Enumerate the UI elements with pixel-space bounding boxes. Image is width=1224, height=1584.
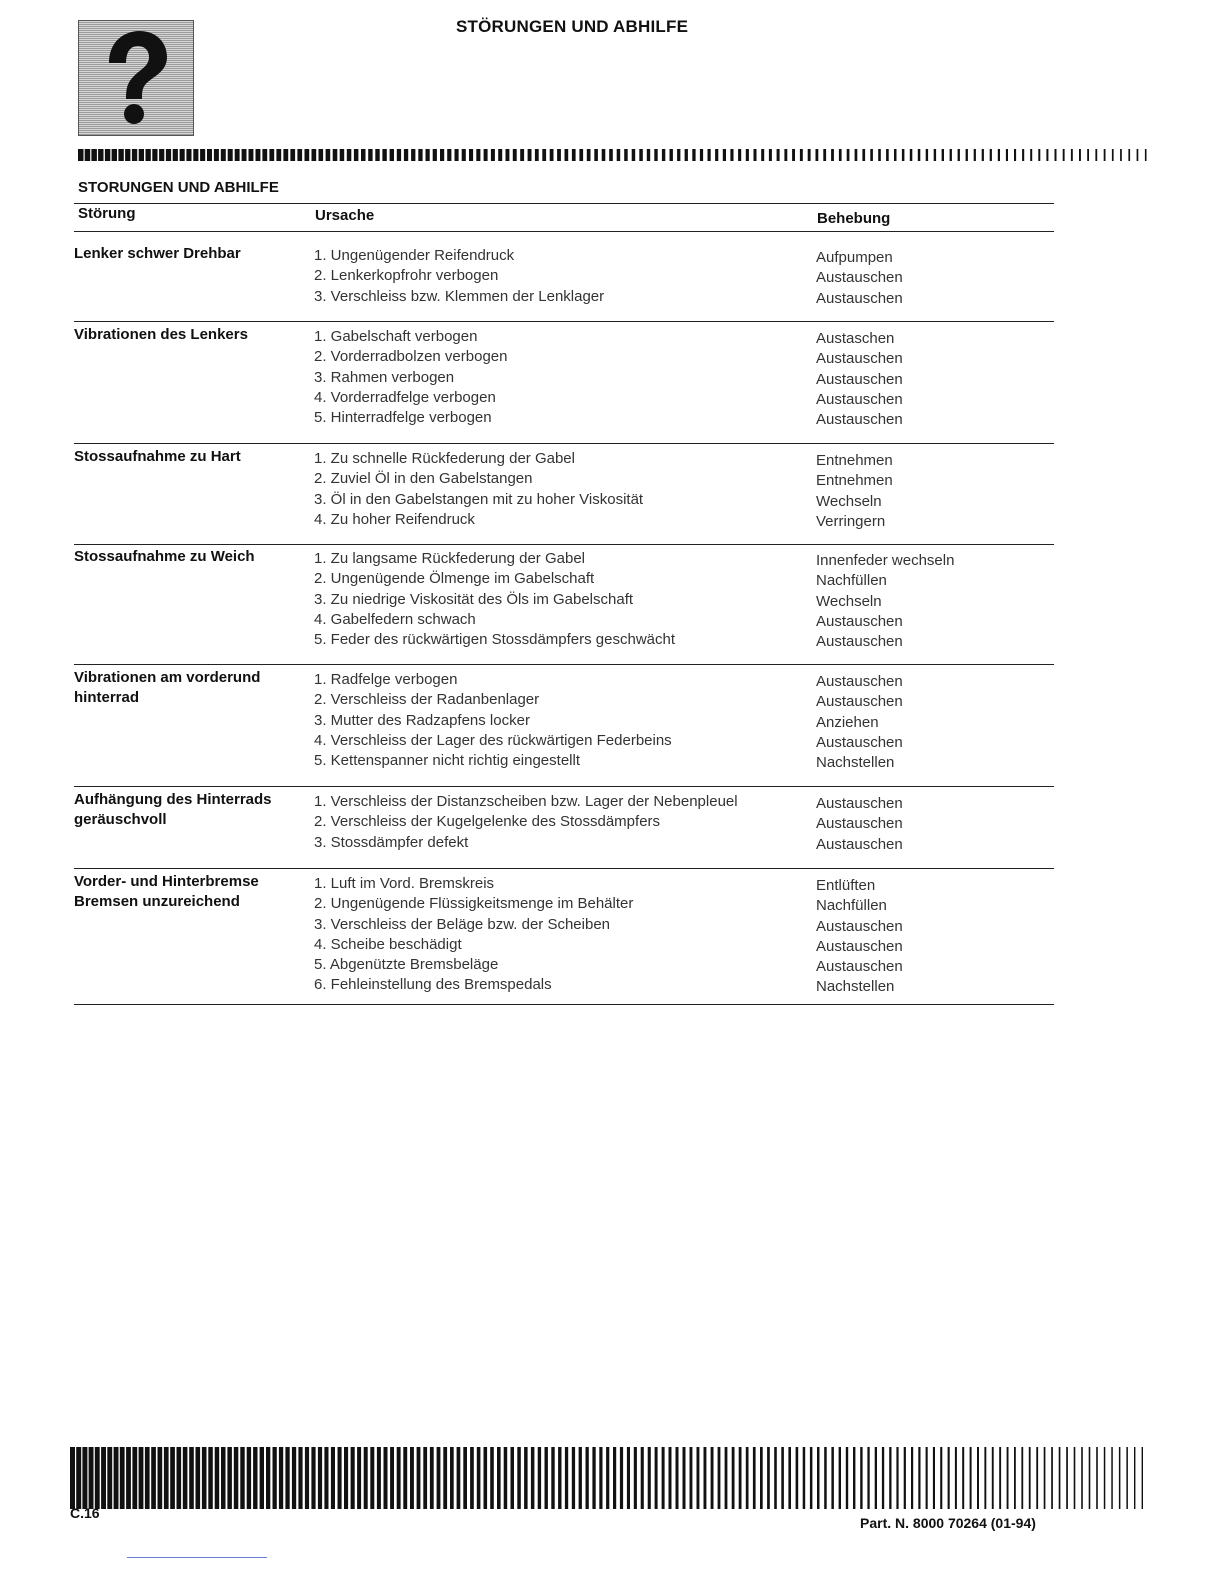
cause-item: 2. Verschleiss der Kugelgelenke des Stossdämpfers xyxy=(314,813,661,831)
fault-label: geräuschvoll xyxy=(74,811,167,828)
fix-item: Entnehmen xyxy=(816,472,893,490)
cause-item: 3. Verschleiss bzw. Klemmen der Lenklager xyxy=(314,287,605,305)
cause-item: 2. Vorderradbolzen verbogen xyxy=(314,348,508,366)
fix-list xyxy=(816,551,954,652)
part-number: Part. N. 8000 70264 (01-94) xyxy=(860,1515,1036,1531)
question-mark-icon xyxy=(78,20,194,136)
cause-item: 4. Verschleiss der Lager des rückwärtigen Federbeins xyxy=(314,731,672,749)
cause-item: 3. Zu niedrige Viskosität des Öls im Gabelschaft xyxy=(314,590,634,608)
cause-item: 4. Zu hoher Reifendruck xyxy=(314,510,475,528)
section-title: STORUNGEN UND ABHILFE xyxy=(78,179,279,196)
fix-item: Austauschen xyxy=(816,673,903,690)
cause-item: 6. Fehleinstellung des Bremspedals xyxy=(314,976,552,994)
fix-item: Austauschen xyxy=(816,733,903,751)
fix-item: Entnehmen xyxy=(816,452,893,469)
fix-item: Aufpumpen xyxy=(816,249,893,266)
cause-item: 2. Lenkerkopfrohr verbogen xyxy=(314,267,499,285)
page-title: STÖRUNGEN UND ABHILFE xyxy=(456,17,689,36)
cause-item: 4. Vorderradfelge verbogen xyxy=(314,388,496,406)
fix-item: Austauschen xyxy=(816,633,903,651)
fix-item: Austauschen xyxy=(816,370,903,388)
cause-item: 3. Stossdämpfer defekt xyxy=(314,833,469,851)
cause-item: 1. Luft im Vord. Bremskreis xyxy=(314,875,495,892)
fault-label: Aufhängung des Hinterrads xyxy=(74,791,272,808)
fix-list xyxy=(816,248,903,309)
cause-item: 1. Ungenügender Reifendruck xyxy=(314,247,515,264)
row-divider xyxy=(74,544,1054,545)
header-bottom-rule xyxy=(74,231,1054,232)
cause-item: 2. Zuviel Öl in den Gabelstangen xyxy=(314,470,533,488)
fix-list xyxy=(816,329,903,430)
fault-label: Stossaufnahme zu Weich xyxy=(74,548,255,565)
fix-item: Austauschen xyxy=(816,795,903,812)
fault-label: Vibrationen des Lenkers xyxy=(74,326,248,343)
bottom-decorative-bar xyxy=(70,1447,1146,1509)
fix-item: Austauschen xyxy=(816,350,903,368)
cause-item: 2. Verschleiss der Radanbenlager xyxy=(314,691,540,709)
fault-cell xyxy=(74,872,299,912)
fault-cell xyxy=(74,447,299,467)
fault-label: Bremsen unzureichend xyxy=(74,893,240,910)
fix-list xyxy=(816,451,893,532)
column-header-fault: Störung xyxy=(78,205,136,222)
fix-list xyxy=(816,876,903,998)
cause-list xyxy=(314,874,633,996)
cause-item: 3. Rahmen verbogen xyxy=(314,368,455,386)
fix-item: Austauschen xyxy=(816,937,903,955)
column-header-cause: Ursache xyxy=(315,207,375,224)
fix-item: Nachfüllen xyxy=(816,897,887,915)
column-header-fix: Behebung xyxy=(817,210,891,227)
fix-item: Austauschen xyxy=(816,269,903,287)
cause-item: 1. Zu schnelle Rückfederung der Gabel xyxy=(314,450,575,467)
cause-item: 3. Verschleiss der Beläge bzw. der Scheiben xyxy=(314,915,611,933)
fault-label: Lenker schwer Drehbar xyxy=(74,245,241,262)
fix-list xyxy=(816,794,903,855)
fix-item: Anziehen xyxy=(816,713,879,731)
fault-label: Vorder- und Hinterbremse xyxy=(74,873,259,890)
fix-item: Austauschen xyxy=(816,411,903,429)
cause-list xyxy=(314,327,507,428)
fix-item: Austauschen xyxy=(816,693,903,711)
cause-item: 5. Feder des rückwärtigen Stossdämpfers geschwächt xyxy=(314,631,676,649)
cause-item: 3. Öl in den Gabelstangen mit zu hoher Viskosität xyxy=(314,490,644,508)
fault-cell xyxy=(74,244,299,264)
cause-item: 2. Ungenügende Ölmenge im Gabelschaft xyxy=(314,570,595,588)
cause-item: 4. Scheibe beschädigt xyxy=(314,935,462,953)
cause-item: 2. Ungenügende Flüssigkeitsmenge im Behälter xyxy=(314,895,634,913)
header-top-rule xyxy=(74,203,1054,204)
cause-list xyxy=(314,246,604,307)
page-number: C.16 xyxy=(70,1505,100,1521)
fix-item: Verringern xyxy=(816,512,886,530)
fix-item: Nachstellen xyxy=(816,978,895,996)
cause-item: 1. Radfelge verbogen xyxy=(314,671,458,688)
cause-item: 3. Mutter des Radzapfens locker xyxy=(314,711,530,729)
cause-item: 4. Gabelfedern schwach xyxy=(314,610,476,628)
fix-item: Austauschen xyxy=(816,958,903,976)
fault-cell xyxy=(74,668,299,708)
fix-item: Austaschen xyxy=(816,330,895,347)
fix-item: Austauschen xyxy=(816,289,903,307)
fix-item: Austauschen xyxy=(816,917,903,935)
row-divider xyxy=(74,443,1054,444)
row-divider xyxy=(74,664,1054,665)
cause-list xyxy=(314,792,738,853)
fix-item: Innenfeder wechseln xyxy=(816,552,955,569)
fault-cell xyxy=(74,325,299,345)
cause-item: 1. Gabelschaft verbogen xyxy=(314,328,478,345)
divider xyxy=(127,1557,267,1558)
fault-cell xyxy=(74,790,299,830)
fix-item: Entlüften xyxy=(816,877,876,894)
row-divider xyxy=(74,868,1054,869)
top-decorative-bar xyxy=(78,149,1152,161)
row-divider xyxy=(74,321,1054,322)
cause-list xyxy=(314,449,643,530)
cause-item: 5. Hinterradfelge verbogen xyxy=(314,409,492,427)
cause-item: 5. Abgenützte Bremsbeläge xyxy=(314,956,499,974)
fault-label: Vibrationen am vorderund xyxy=(74,669,261,686)
cause-item: 5. Kettenspanner nicht richtig eingestellt xyxy=(314,752,580,770)
row-divider xyxy=(74,786,1054,787)
cause-item: 1. Verschleiss der Distanzscheiben bzw. Lager der Nebenpleuel xyxy=(314,793,738,810)
fault-label: Stossaufnahme zu Hart xyxy=(74,448,241,465)
cause-list xyxy=(314,670,672,771)
cause-list xyxy=(314,549,675,650)
fault-label: hinterrad xyxy=(74,689,140,706)
fix-item: Austauschen xyxy=(816,835,903,853)
fix-list xyxy=(816,672,903,773)
row-divider xyxy=(74,1004,1054,1005)
fix-item: Wechseln xyxy=(816,492,882,510)
fix-item: Wechseln xyxy=(816,592,882,610)
fix-item: Austauschen xyxy=(816,815,903,833)
fault-cell xyxy=(74,547,299,567)
cause-item: 1. Zu langsame Rückfederung der Gabel xyxy=(314,550,585,567)
fix-item: Austauschen xyxy=(816,390,903,408)
fix-item: Nachstellen xyxy=(816,754,895,772)
fix-item: Nachfüllen xyxy=(816,572,887,590)
fix-item: Austauschen xyxy=(816,612,903,630)
